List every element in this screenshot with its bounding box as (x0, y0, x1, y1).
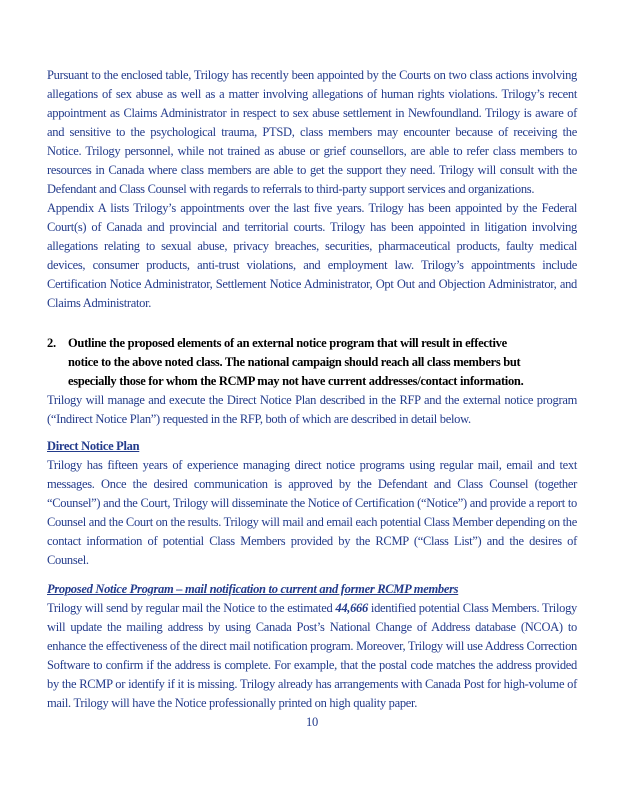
mail-paragraph-lead: Trilogy will send by regular mail the Notice to the estimated (47, 601, 336, 615)
heading-proposed-notice-program: Proposed Notice Program – mail notification to current and former RCMP members (47, 582, 459, 596)
page-number: 10 (306, 715, 318, 729)
paragraph-appendix-a: Appendix A lists Trilogy’s appointments over the last five years. Trilogy has been appointed by the Federal Court(s) of Canada and provincial and territorial courts. Trilogy has been appointed in litigation involving allegations relating to sexual abuse, privacy breaches, securities, pharmaceutical products, faulty medical devices, consumer products, anti-trust violations, and employment law. Trilogy’s appointments include Certification Notice Administrator, Settlement Notice Administrator, Opt Out and Objection Administrator, and Claims Administrator. (47, 201, 577, 310)
estimated-class-members-count: 44,666 (335, 601, 368, 615)
question-text (68, 334, 523, 391)
paragraph-recent-appointments: Pursuant to the enclosed table, Trilogy has recently been appointed by the Courts on two class actions involving allegations of sex abuse as well as a matter involving allegations of human rights violations. Trilogy’s recent appointment as Claims Administrator in respect to sex abuse settlement in Newfoundland. Trilogy is aware of and sensitive to the psychological trauma, PTSD, class members may encounter because of receiving the Notice. Trilogy personnel, while not trained as abuse or grief counsellors, are able to refer class members to resources in Canada where class members are able to get the support they need. Trilogy will consult with the Defendant and Class Counsel with regards to referrals to third-party support services and organizations. (47, 68, 577, 196)
paragraph-direct-notice-plan: Trilogy has fifteen years of experience managing direct notice programs using regular mail, email and text messages. Once the desired communication is approved by the Defendant and Class Counsel (together “Counsel”) and the Court, Trilogy will disseminate the Notice of Certification (“Notice”) and provide a report to Counsel and the Court on the results. Trilogy will mail and email each potential Class Member depending on the contact information of potential Class Members provided by the RCMP (“Class List”) and the desires of Counsel. (47, 458, 577, 567)
question-line-1: Outline the proposed elements of an external notice program that will result in effective (68, 336, 507, 350)
heading-direct-notice-plan: Direct Notice Plan (47, 439, 140, 453)
question-line-2: notice to the above noted class. The national campaign should reach all class members but (68, 355, 521, 369)
question-line-3: especially those for whom the RCMP may not have current addresses/contact information. (68, 374, 524, 388)
mail-paragraph-rest: identified potential Class Members. Trilogy will update the mailing address by using Canada Post’s National Change of Address database (NCOA) to enhance the effectiveness of the direct mail notification program. Moreover, Trilogy will use Address Correction Software to confirm if the address is complete. For example, that the postal code matches the address provided by the RCMP or identify if it is missing. Trilogy already has arrangements with Canada Post for high-volume of mail. Trilogy will have the Notice professionally printed on high quality paper. (47, 601, 577, 710)
paragraph-notice-plan-intro: Trilogy will manage and execute the Direct Notice Plan described in the RFP and the external notice program (“Indirect Notice Plan”) requested in the RFP, both of which are described in detail below. (47, 393, 577, 426)
rfp-question-item (47, 334, 577, 391)
question-number: 2. (47, 336, 56, 350)
paragraph-mail-notification (47, 599, 577, 713)
